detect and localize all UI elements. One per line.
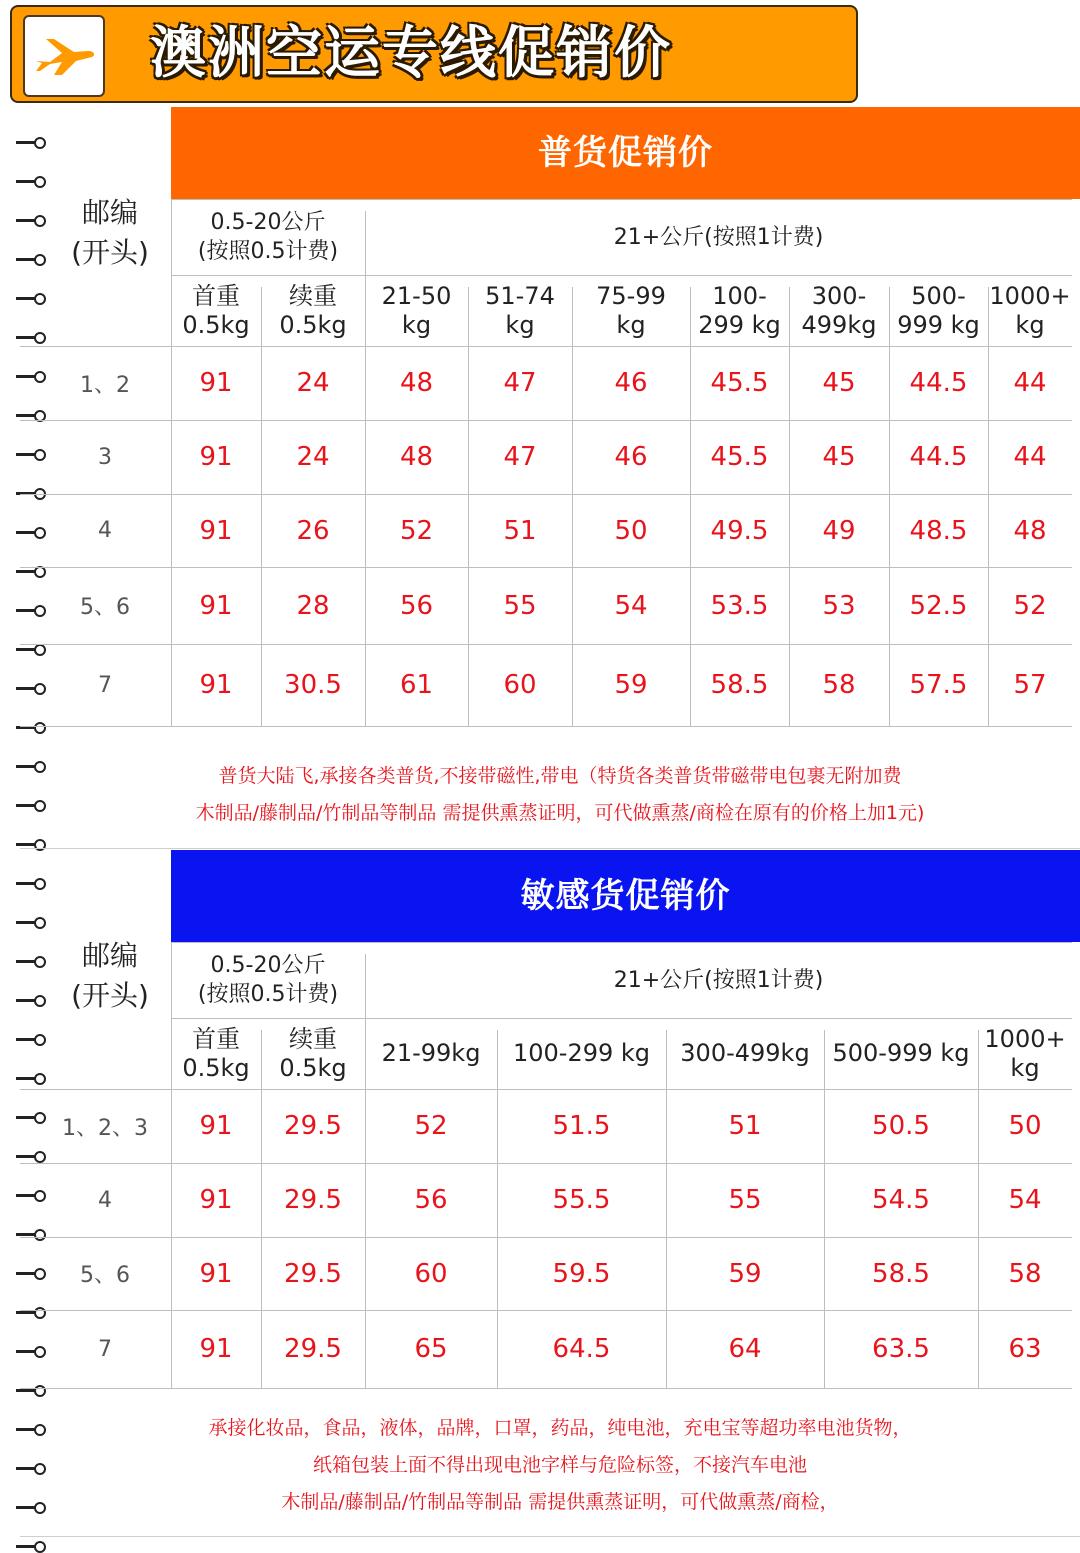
grid-line	[261, 1030, 262, 1388]
price-cell: 57.5	[909, 670, 968, 700]
price-cell: 29.5	[284, 1185, 342, 1215]
price-cell: 58.5	[872, 1258, 930, 1289]
grid-line	[20, 1237, 1072, 1238]
price-cell: 46	[614, 368, 648, 398]
price-cell: 91	[199, 1185, 233, 1215]
column-header	[666, 1018, 824, 1089]
price-cell: 63	[1008, 1334, 1042, 1364]
general-banner: 普货促销价	[171, 107, 1080, 199]
grid-line	[20, 346, 1072, 347]
price-cell: 53	[822, 590, 856, 621]
price-cell: 91	[199, 670, 233, 700]
price-cell: 60	[503, 670, 537, 700]
weight-group-header	[171, 942, 365, 1018]
price-cell: 64.5	[552, 1334, 611, 1364]
grid-line	[20, 567, 1072, 568]
price-cell: 65	[414, 1334, 448, 1364]
column-header-line1: 续重	[289, 281, 337, 310]
column-header	[497, 1018, 666, 1089]
column-header-line1: 100-	[712, 281, 767, 310]
price-cell: 48.5	[909, 515, 968, 546]
price-cell: 44	[1013, 442, 1047, 472]
grid-line	[171, 1018, 1072, 1019]
column-header-line2: kg	[1010, 1053, 1040, 1082]
grid-line	[666, 1030, 667, 1388]
column-header-line1: 51-74	[485, 281, 555, 310]
note-line: 纸箱包装上面不得出现电池字样与危险标签，不接汽车电池	[312, 1454, 807, 1476]
grid-line	[20, 1388, 1072, 1389]
price-cell: 48	[399, 368, 434, 398]
price-cell: 91	[199, 590, 233, 621]
price-cell: 59.5	[552, 1258, 611, 1289]
price-cell: 44.5	[909, 368, 968, 398]
price-cell: 46	[614, 442, 648, 472]
grid-line	[171, 199, 1072, 200]
column-header	[889, 275, 988, 346]
grid-line	[171, 275, 1072, 276]
column-header	[572, 275, 690, 346]
price-cell: 51.5	[552, 1111, 611, 1141]
page-header	[10, 5, 858, 103]
column-header-line1: 1000+	[984, 1024, 1066, 1053]
weight-group-line2: (按照0.5计费)	[197, 982, 339, 1007]
price-cell: 29.5	[284, 1111, 342, 1141]
grid-line	[20, 644, 1072, 645]
grid-line	[20, 726, 1072, 727]
column-header-line2: kg	[401, 310, 432, 339]
column-header-line1: 21-50	[381, 281, 452, 310]
column-header-line2: 0.5kg	[279, 1053, 347, 1082]
price-cell: 50	[614, 515, 648, 546]
zip-code-cell: 4	[98, 1187, 112, 1213]
column-header	[690, 275, 789, 346]
column-header-line1: 1000+	[989, 281, 1071, 310]
column-header-line1: 首重	[192, 281, 240, 310]
column-header-line1: 300-499kg	[680, 1039, 810, 1067]
page-title: 澳洲空运专线促销价	[150, 21, 672, 86]
sensitive-banner: 敏感货促销价	[171, 850, 1080, 942]
price-cell: 63.5	[872, 1334, 930, 1364]
price-cell: 29.5	[284, 1334, 342, 1364]
column-header	[261, 1018, 365, 1089]
price-cell: 55.5	[552, 1185, 611, 1215]
column-header-line1: 首重	[192, 1024, 240, 1053]
price-cell: 91	[199, 442, 233, 472]
grid-line	[20, 494, 1072, 495]
column-header-line2: 0.5kg	[182, 1053, 250, 1082]
price-cell: 91	[199, 515, 233, 546]
general-cargo-table	[0, 107, 1080, 852]
grid-line	[978, 1030, 979, 1388]
weight-group-header: 21+公斤(按照1计费)	[613, 967, 824, 993]
grid-line	[889, 287, 890, 726]
grid-line	[20, 1089, 1072, 1090]
price-cell: 64	[728, 1334, 762, 1364]
price-cell: 54	[614, 590, 648, 621]
price-cell: 50.5	[872, 1111, 930, 1141]
price-cell: 45.5	[710, 368, 769, 398]
grid-line	[20, 1310, 1072, 1311]
weight-group-line2: (按照0.5计费)	[197, 239, 339, 264]
grid-line	[261, 287, 262, 726]
grid-line	[690, 287, 691, 726]
price-cell: 61	[399, 670, 434, 700]
price-cell: 54.5	[872, 1185, 930, 1215]
zip-code-cell: 4	[98, 518, 112, 543]
weight-group-line1: 0.5-20公斤	[210, 210, 326, 235]
zip-code-cell: 1、2	[80, 372, 130, 398]
price-cell: 48	[399, 442, 434, 472]
grid-line	[824, 1030, 825, 1388]
grid-line	[365, 211, 366, 726]
price-cell: 50	[1008, 1111, 1042, 1141]
column-header-line2: 999 kg	[897, 310, 980, 339]
weight-group-header	[171, 199, 365, 275]
note-line: 木制品/藤制品/竹制品等制品 需提供熏蒸证明，可代做熏蒸/商检，	[281, 1491, 839, 1513]
price-cell: 55	[503, 590, 537, 621]
column-header	[261, 275, 365, 346]
price-cell: 45	[822, 368, 856, 398]
grid-line	[171, 942, 1072, 943]
grid-line	[20, 1163, 1072, 1164]
column-header-line2: 499kg	[801, 310, 877, 339]
price-cell: 91	[199, 1111, 233, 1141]
price-cell: 26	[296, 515, 330, 546]
column-header-line2: 0.5kg	[279, 310, 347, 339]
column-header-line2: 299 kg	[698, 310, 781, 339]
zip-code-header-line2: (开头)	[71, 236, 149, 269]
column-header-line1: 100-299 kg	[512, 1039, 651, 1067]
column-header-line1: 75-99	[596, 281, 666, 310]
column-header	[824, 1018, 978, 1089]
price-cell: 45.5	[710, 442, 769, 472]
grid-line	[365, 954, 366, 1388]
zip-code-header-line2: (开头)	[71, 979, 149, 1012]
grid-line	[988, 287, 989, 726]
grid-line	[171, 942, 172, 1388]
grid-line	[789, 287, 790, 726]
column-header	[171, 1018, 261, 1089]
column-header-line1: 300-	[811, 281, 867, 310]
price-cell: 59	[614, 670, 648, 700]
column-header-line1: 续重	[289, 1024, 337, 1053]
zip-code-header	[60, 193, 160, 273]
price-cell: 91	[199, 1258, 233, 1289]
price-cell: 51	[728, 1111, 762, 1141]
column-header-line2: kg	[1015, 310, 1045, 339]
zip-code-header-line1: 邮编	[81, 196, 138, 229]
column-header-line1: 21-99kg	[381, 1039, 481, 1067]
zip-code-cell: 3	[98, 444, 112, 470]
column-header	[365, 275, 468, 346]
grid-line	[171, 199, 172, 726]
price-cell: 54	[1008, 1185, 1042, 1215]
price-cell: 58	[822, 670, 856, 700]
price-cell: 45	[822, 442, 856, 472]
column-header	[171, 275, 261, 346]
column-header-line2: kg	[616, 310, 646, 339]
price-cell: 47	[503, 442, 537, 472]
column-header	[978, 1018, 1072, 1089]
column-header-line2: kg	[505, 310, 535, 339]
note-line: 承接化妆品，食品，液体，品牌，口罩，药品，纯电池，充电宝等超功率电池货物，	[208, 1417, 912, 1439]
price-cell: 60	[414, 1258, 448, 1289]
price-cell: 24	[296, 368, 330, 398]
price-cell: 52.5	[909, 590, 968, 621]
sensitive-cargo-table	[0, 850, 1080, 1549]
note-line: 木制品/藤制品/竹制品等制品 需提供熏蒸证明，可代做熏蒸/商检在原有的价格上加1元)	[195, 802, 925, 824]
price-cell: 53.5	[710, 590, 769, 621]
price-cell: 24	[296, 442, 330, 472]
price-cell: 28	[296, 590, 330, 621]
grid-line	[572, 287, 573, 726]
section-separator	[20, 1536, 1080, 1537]
zip-code-cell: 7	[98, 672, 112, 698]
price-cell: 57	[1013, 670, 1047, 700]
zip-code-header	[60, 936, 160, 1016]
price-cell: 30.5	[284, 670, 342, 700]
grid-line	[497, 1030, 498, 1388]
column-header-line1: 500-	[911, 281, 966, 310]
grid-line	[468, 287, 469, 726]
zip-code-cell: 7	[98, 1336, 112, 1362]
column-header	[468, 275, 572, 346]
price-cell: 48	[1013, 515, 1047, 546]
column-header-line1: 500-999 kg	[832, 1039, 970, 1067]
price-cell: 51	[503, 515, 537, 546]
price-cell: 49	[822, 515, 856, 546]
zip-code-header-line1: 邮编	[81, 939, 138, 972]
price-cell: 47	[503, 368, 537, 398]
price-cell: 58.5	[710, 670, 769, 700]
column-header	[988, 275, 1072, 346]
price-cell: 52	[414, 1111, 448, 1141]
zip-code-cell: 5、6	[80, 595, 130, 620]
weight-group-line1: 0.5-20公斤	[210, 953, 326, 978]
price-cell: 44.5	[909, 442, 968, 472]
price-cell: 49.5	[710, 515, 769, 546]
weight-group-header: 21+公斤(按照1计费)	[613, 224, 824, 250]
column-header-line2: 0.5kg	[182, 310, 250, 339]
zip-code-cell: 5、6	[80, 1263, 130, 1288]
zip-code-cell: 1、2、3	[62, 1115, 148, 1141]
price-cell: 59	[728, 1258, 762, 1289]
price-cell: 29.5	[284, 1258, 342, 1289]
price-cell: 91	[199, 368, 233, 398]
price-cell: 58	[1008, 1258, 1042, 1289]
price-cell: 52	[399, 515, 434, 546]
column-header	[365, 1018, 497, 1089]
grid-line	[20, 420, 1072, 421]
price-cell: 44	[1013, 368, 1047, 398]
column-header	[789, 275, 889, 346]
section-separator	[20, 848, 1080, 849]
price-cell: 52	[1013, 590, 1047, 621]
price-cell: 91	[199, 1334, 233, 1364]
price-cell: 56	[399, 590, 434, 621]
price-cell: 56	[414, 1185, 448, 1215]
price-cell: 55	[728, 1185, 762, 1215]
note-line: 普货大陆飞,承接各类普货,不接带磁性,带电（特货各类普货带磁带电包裹无附加费	[218, 765, 902, 787]
